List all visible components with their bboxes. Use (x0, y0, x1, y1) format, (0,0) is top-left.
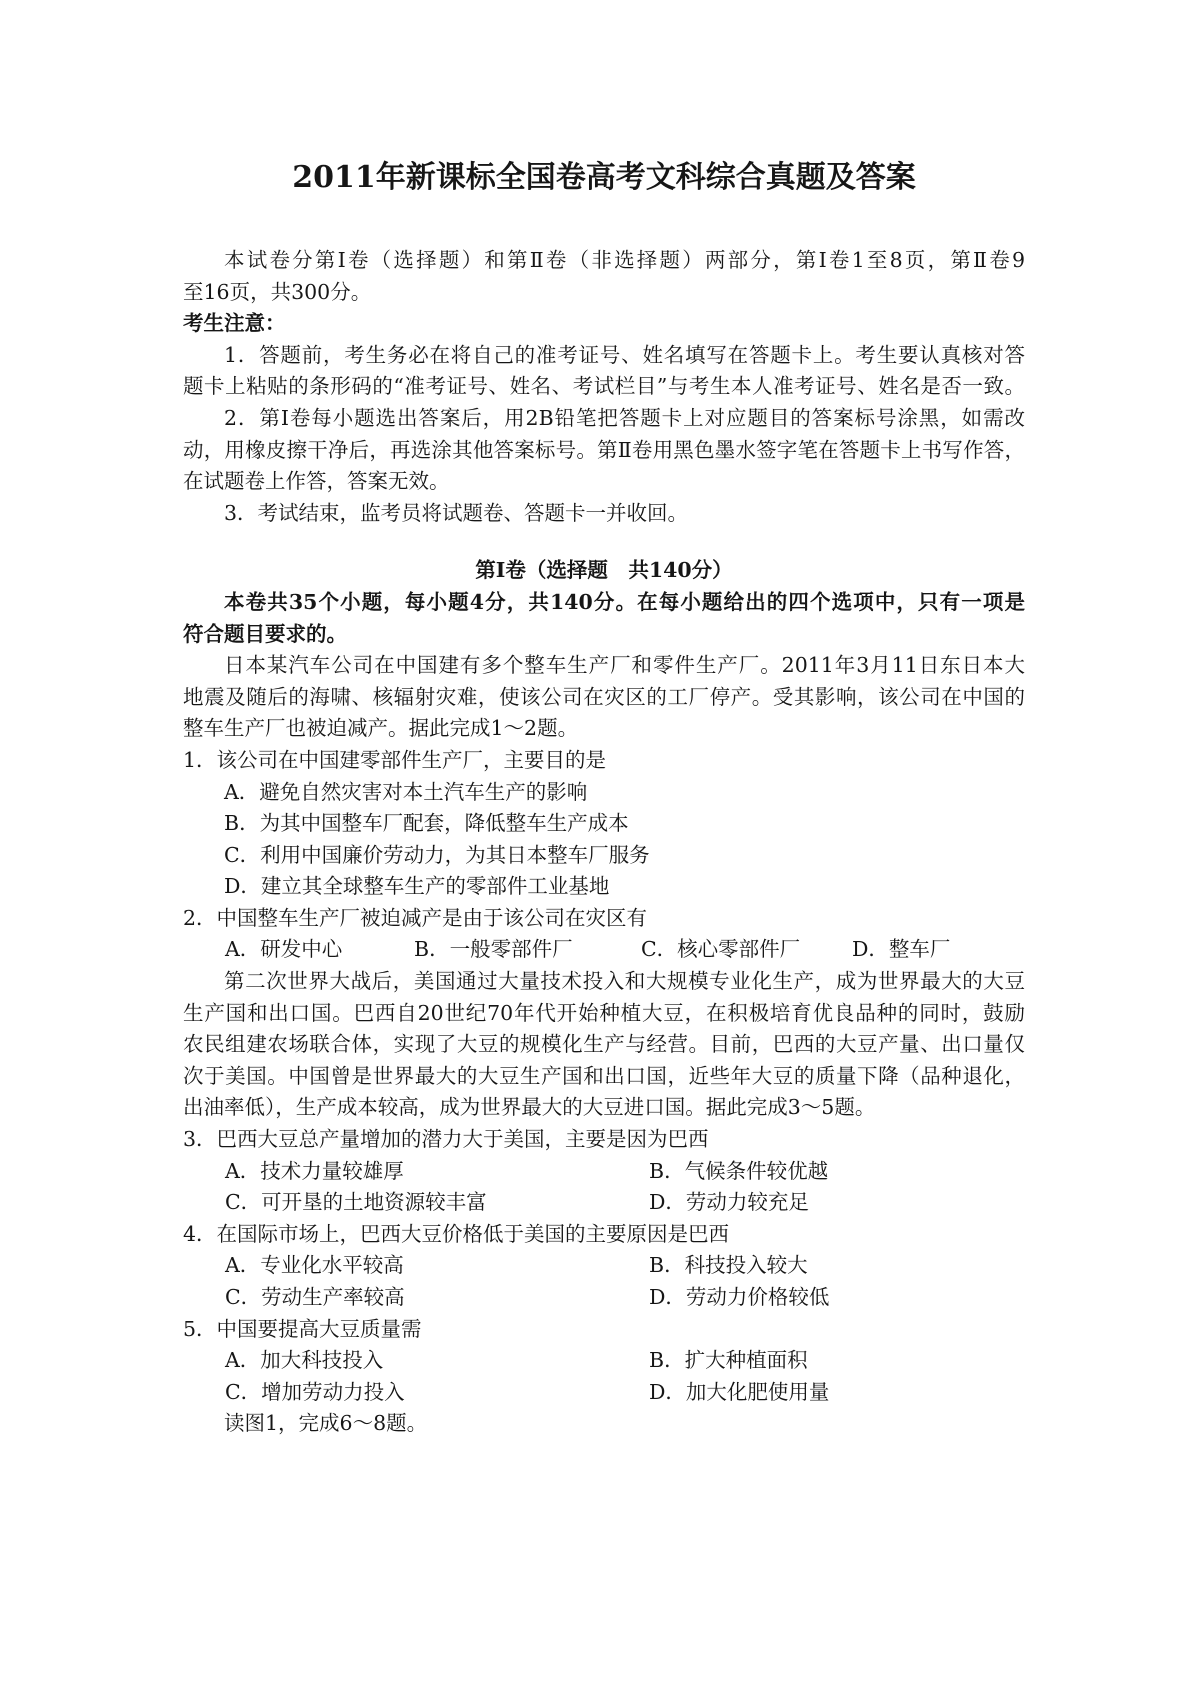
question-option: A．技术力量较雄厚 (225, 1158, 404, 1183)
passage-line: 农民组建农场联合体，实现了大豆的规模化生产与经营。目前，巴西的大豆产量、出口量仅 (183, 1032, 1025, 1057)
question-option: D．建立其全球整车生产的零部件工业基地 (224, 874, 610, 899)
question-option: B．扩大种植面积 (649, 1348, 808, 1373)
question-option: A．加大科技投入 (225, 1348, 384, 1373)
question-option: C．可开垦的土地资源较丰富 (225, 1190, 487, 1215)
question-option: A．研发中心 (225, 937, 343, 962)
passage-line: 地震及随后的海啸、核辐射灾难，使该公司在灾区的工厂停产。受其影响，该公司在中国的 (183, 684, 1025, 709)
question-option: C．利用中国廉价劳动力，为其日本整车厂服务 (224, 842, 650, 867)
document-body (183, 245, 1025, 1440)
option-row (183, 1187, 1025, 1219)
instruction-line: 符合题目要求的。 (183, 621, 347, 646)
option-row (183, 1250, 1025, 1282)
question-stem: 2．中国整车生产厂被迫减产是由于该公司在灾区有 (183, 905, 648, 930)
question-stem: 5．中国要提高大豆质量需 (183, 1316, 422, 1341)
question-option: B．为其中国整车厂配套，降低整车生产成本 (224, 811, 629, 836)
notice-item-line: 题卡上粘贴的条形码的“准考证号、姓名、考试栏目”与考生本人准考证号、姓名是否一致。 (183, 374, 1025, 399)
intro-line: 至16页，共300分。 (183, 279, 372, 304)
question-option: C．核心零部件厂 (641, 937, 801, 962)
question-option: C．劳动生产率较高 (225, 1285, 405, 1309)
question-option: B．气候条件较优越 (649, 1158, 829, 1183)
question-stem: 3．巴西大豆总产量增加的潜力大于美国，主要是因为巴西 (183, 1127, 709, 1152)
question-option: D．劳动力价格较低 (649, 1285, 830, 1309)
option-row (183, 1377, 1025, 1409)
passage-line: 整车生产厂也被迫减产。据此完成1～2题。 (183, 716, 579, 741)
notice-heading: 考生注意： (183, 311, 286, 336)
question-option: C．增加劳动力投入 (225, 1379, 405, 1404)
section-spacer (183, 529, 1025, 555)
option-row (183, 934, 1025, 966)
option-row (183, 1156, 1025, 1188)
question-option: D．加大化肥使用量 (649, 1379, 830, 1404)
passage-line: 出油率低），生产成本较高，成为世界最大的大豆进口国。据此完成3～5题。 (183, 1095, 876, 1120)
notice-item-line: 3．考试结束，监考员将试题卷、答题卡一并收回。 (224, 500, 689, 525)
passage-line: 生产国和出口国。巴西自20世纪70年代开始种植大豆，在积极培育优良品种的同时，鼓励 (183, 1000, 1025, 1025)
page-title: 2011年新课标全国卷高考文科综合真题及答案 (292, 160, 916, 195)
passage-line: 第二次世界大战后，美国通过大量技术投入和大规模专业化生产，成为世界最大的大豆 (224, 969, 1025, 994)
notice-item-line: 2．第Ⅰ卷每小题选出答案后，用2B铅笔把答题卡上对应题目的答案标号涂黑，如需改 (224, 405, 1025, 430)
intro-line: 本试卷分第Ⅰ卷（选择题）和第Ⅱ卷（非选择题）两部分，第Ⅰ卷1至8页，第Ⅱ卷9 (224, 248, 1025, 272)
option-row (183, 1282, 1025, 1314)
question-option: B．一般零部件厂 (414, 937, 573, 962)
question-option: B．科技投入较大 (649, 1253, 808, 1278)
document-page (183, 0, 1025, 1698)
closing-instruction: 读图1，完成6～8题。 (224, 1411, 428, 1436)
notice-item-line: 在试题卷上作答，答案无效。 (183, 469, 450, 494)
passage-line: 日本某汽车公司在中国建有多个整车生产厂和零件生产厂。2011年3月11日东日本大 (224, 653, 1025, 678)
notice-item-line: 1．答题前，考生务必在将自己的准考证号、姓名填写在答题卡上。考生要认真核对答 (224, 342, 1025, 367)
option-row (183, 1345, 1025, 1377)
question-stem: 4．在国际市场上，巴西大豆价格低于美国的主要原因是巴西 (183, 1221, 730, 1246)
question-option: A．专业化水平较高 (225, 1253, 404, 1278)
question-option: D．整车厂 (852, 937, 951, 962)
notice-item-line: 动，用橡皮擦干净后，再选涂其他答案标号。第Ⅱ卷用黑色墨水签字笔在答题卡上书写作答， (183, 437, 1025, 462)
question-option: D．劳动力较充足 (649, 1190, 809, 1215)
passage-line: 次于美国。中国曾是世界最大的大豆生产国和出口国，近些年大豆的质量下降（品种退化， (183, 1063, 1025, 1088)
section-heading: 第Ⅰ卷（选择题 共140分） (475, 558, 733, 583)
question-option: A．避免自然灾害对本土汽车生产的影响 (224, 779, 588, 804)
question-stem: 1．该公司在中国建零部件生产厂，主要目的是 (183, 747, 607, 772)
instruction-line: 本卷共35个小题，每小题4分，共140分。在每小题给出的四个选项中，只有一项是 (224, 589, 1025, 614)
